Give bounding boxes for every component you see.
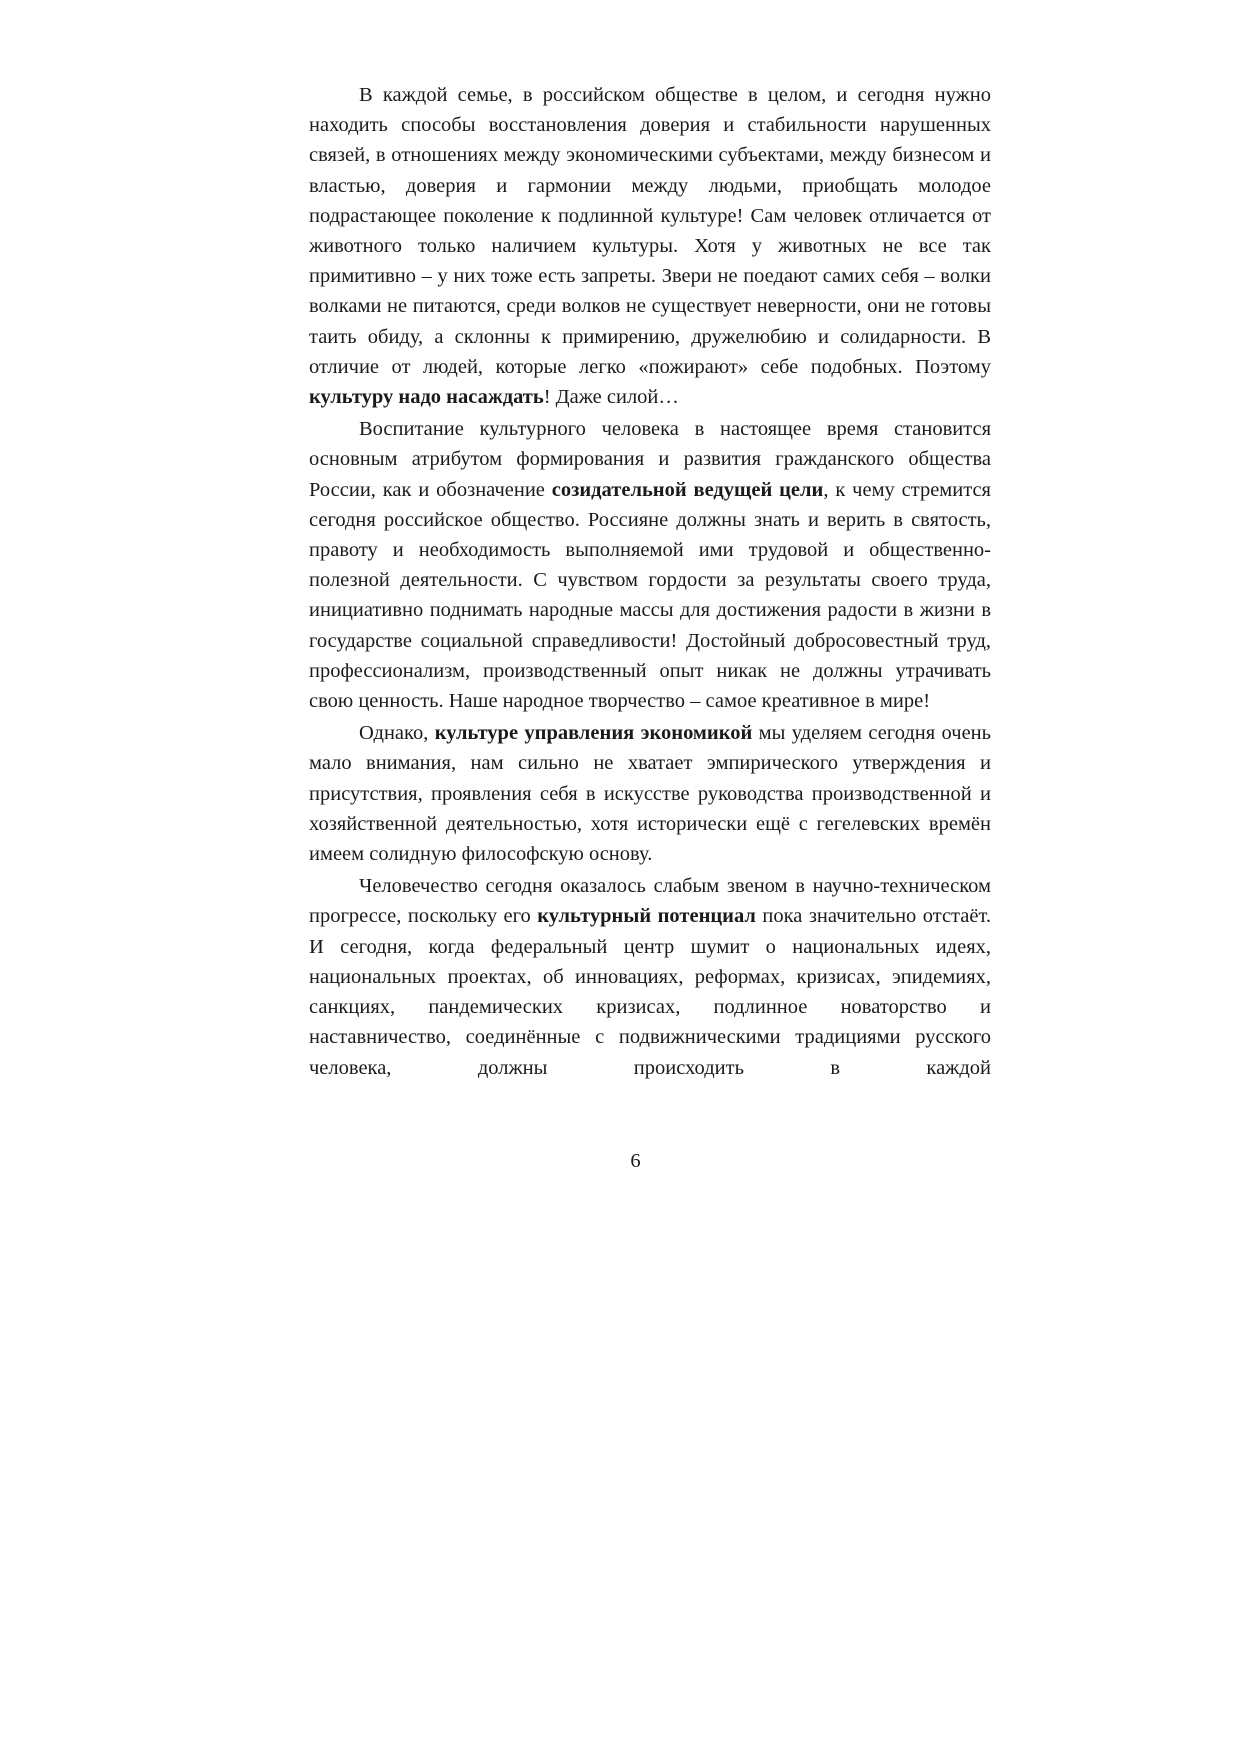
paragraph-4-bold-phrase: культурный потенциал <box>537 905 756 928</box>
paragraph-4 <box>309 871 991 1082</box>
paragraph-3-text: Однако, <box>359 722 435 745</box>
paragraph-3-bold-phrase: культуре управления экономикой <box>434 722 753 745</box>
paragraph-2-text-end: , к чему стремится сегодня российское общество. Россияне должны знать и верить в святость, правоту и необходимость выполняемой ими трудовой и общественно-полезной деятельности. С чувством гордости за результаты своего труда, инициативно поднимать народные массы для достижения радости в жизни в государстве социальной справедливости! Достойный добросовестный труд, профессионализм, производственный опыт никак не должны утрачивать свою ценность. Наше народное творчество – самое креативное в мире! <box>309 478 991 713</box>
paragraph-3 <box>309 718 991 869</box>
paragraph-1-text-end: ! Даже силой… <box>543 386 679 409</box>
paragraph-2-text: Воспитание культурного человека в настоящее время становится основным атрибутом формирования и развития гражданского общества России, как и обозначение <box>309 418 991 501</box>
paragraph-3-text-end: мы уделяем сегодня очень мало внимания, нам сильно не хватает эмпирического утверждения и присутствия, проявления себя в искусстве руководства производственной и хозяйственной деятельностью, хотя исторически ещё с гегелевских времён имеем солидную философскую основу. <box>309 722 991 866</box>
paragraph-4-text-end: пока значительно отстаёт. И сегодня, когда федеральный центр шумит о национальных идеях, национальных проектах, об инновациях, реформах, кризисах, эпидемиях, санкциях, пандемических кризисах, подлинное новаторство и наставничество, соединённые с подвижническими традициями русского человека, должны происходить в каждой <box>309 905 991 1079</box>
document-body <box>309 80 991 1085</box>
paragraph-4-text: Человечество сегодня оказалось слабым звеном в научно-техническом прогрессе, поскольку его <box>309 875 991 928</box>
page-number: 6 <box>630 1150 641 1172</box>
paragraph-1-bold-phrase: культуру надо насаждать <box>309 386 544 409</box>
paragraph-1-text: В каждой семье, в российском обществе в целом, и сегодня нужно находить способы восстановления доверия и стабильности нарушенных связей, в отношениях между экономическими субъектами, между бизнесом и властью, доверия и гармонии между людьми, приобщать молодое подрастающее поколение к подлинной культуре! Сам человек отличается от животного только наличием культуры. Хотя у животных не все так примитивно – у них тоже есть запреты. Звери не поедают самих себя – волки волками не питаются, среди волков не существует неверности, они не готовы таить обиду, а склонны к примирению, дружелюбию и солидарности. В отличие от людей, которые легко «пожирают» себе подобных. Поэтому <box>309 84 991 378</box>
paragraph-1 <box>309 80 991 412</box>
paragraph-2-bold-phrase: созидательной ведущей цели <box>551 478 824 501</box>
paragraph-2 <box>309 414 991 716</box>
